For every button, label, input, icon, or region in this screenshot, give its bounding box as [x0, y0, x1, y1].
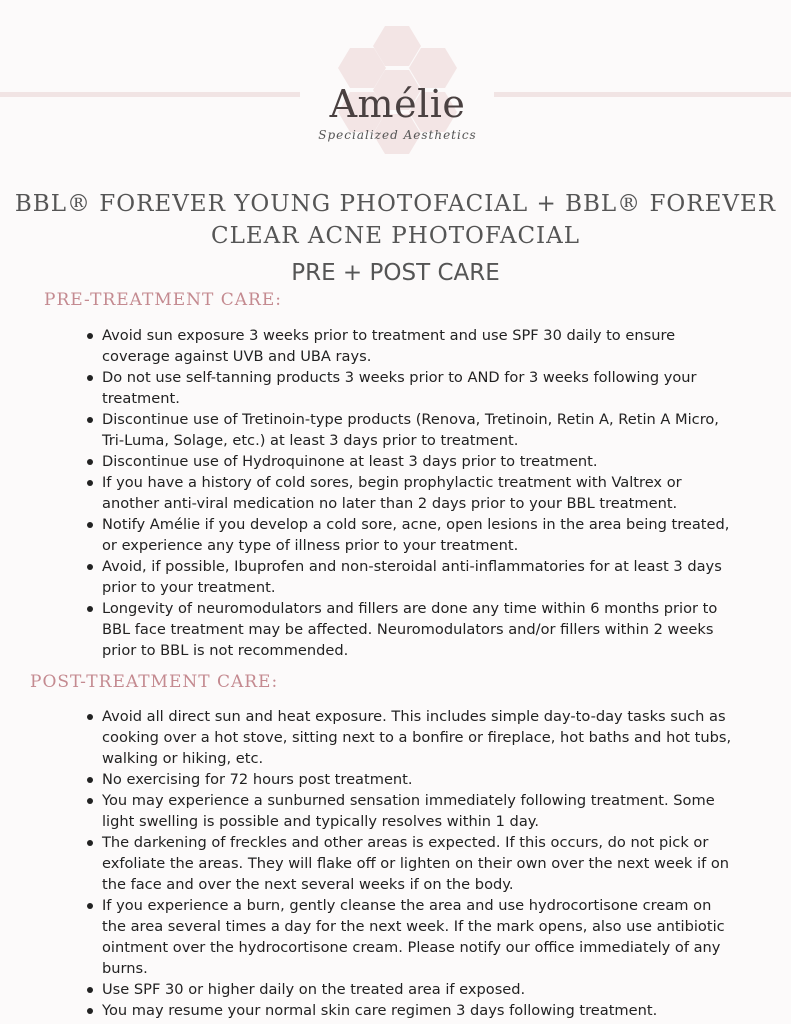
- logo-title: Amélie: [329, 82, 466, 126]
- brand-logo: [305, 18, 490, 170]
- post-treatment-list: [0, 706, 732, 1021]
- list-item: Do not use self-tanning products 3 weeks prior to AND for 3 weeks following your treatment.: [102, 367, 732, 409]
- page-title: BBL® FOREVER YOUNG PHOTOFACIAL + BBL® FOREVER CLEAR ACNE PHOTOFACIAL: [14, 191, 777, 249]
- list-item: If you have a history of cold sores, begin prophylactic treatment with Valtrex or another anti-viral medication no later than 2 days prior to your BBL treatment.: [102, 472, 732, 514]
- list-item: No exercising for 72 hours post treatment.: [102, 769, 732, 790]
- list-item: Notify Amélie if you develop a cold sore, acne, open lesions in the area being treated, or experience any type of illness prior to your treatment.: [102, 514, 732, 556]
- pre-treatment-heading: PRE-TREATMENT CARE:: [44, 290, 282, 310]
- header-rule-right: [494, 92, 791, 97]
- list-item: Longevity of neuromodulators and fillers are done any time within 6 months prior to BBL face treatment may be affected. Neuromodulators and/or fillers within 2 weeks prior to BBL is not recommended.: [102, 598, 732, 661]
- logo-tagline: Specialized Aesthetics: [318, 128, 477, 142]
- list-item: Avoid, if possible, Ibuprofen and non-steroidal anti-inflammatories for at least 3 days prior to your treatment.: [102, 556, 732, 598]
- list-item: You may experience a sunburned sensation immediately following treatment. Some light swelling is possible and typically resolves within 1 day.: [102, 790, 732, 832]
- header-rule-left: [0, 92, 300, 97]
- list-item: You may resume your normal skin care regimen 3 days following treatment.: [102, 1000, 732, 1021]
- list-item: Avoid all direct sun and heat exposure. This includes simple day-to-day tasks such as cooking over a hot stove, sitting next to a bonfire or fireplace, hot baths and hot tubs, walking or hiking, etc.: [102, 708, 732, 767]
- list-item: Use SPF 30 or higher daily on the treated area if exposed.: [102, 979, 732, 1000]
- page-subtitle: PRE + POST CARE: [291, 260, 500, 286]
- list-item: If you experience a burn, gently cleanse the area and use hydrocortisone cream on the area several times a day for the next week. If the mark opens, also use antibiotic ointment over the hydrocortisone cream. Please notify our office immediately of any burns.: [102, 895, 732, 979]
- list-item: Avoid sun exposure 3 weeks prior to treatment and use SPF 30 daily to ensure coverage against UVB and UBA rays.: [102, 325, 732, 367]
- list-item: Discontinue use of Tretinoin-type products (Renova, Tretinoin, Retin A, Retin A Micro, Tri-Luma, Solage, etc.) at least 3 days prior to treatment.: [102, 409, 732, 451]
- list-item: The darkening of freckles and other areas is expected. If this occurs, do not pick or exfoliate the areas. They will flake off or lighten on their own over the next week if on the face and over the next several weeks if on the body.: [102, 832, 732, 895]
- post-treatment-heading: POST-TREATMENT CARE:: [30, 672, 279, 692]
- list-item: Discontinue use of Hydroquinone at least 3 days prior to treatment.: [102, 451, 732, 472]
- pre-treatment-list: [0, 325, 732, 661]
